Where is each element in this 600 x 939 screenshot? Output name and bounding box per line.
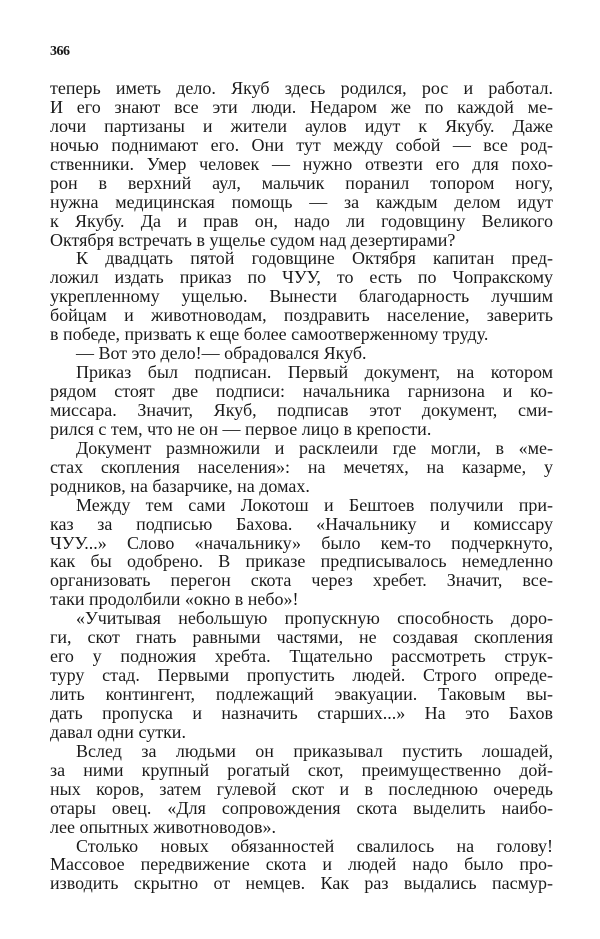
text-line: ЧУУ...» Слово «начальнику» было кем-то подчеркнуто, (50, 532, 553, 553)
text-line: его у подножия хребта. Тщательно рассмотреть струк- (50, 646, 553, 667)
text-line: ных коров, затем гулевой скот и в последнюю очередь (50, 778, 553, 799)
text-line: теперь иметь дело. Якуб здесь родился, рос и работал. (50, 78, 553, 98)
text-line: Октября встречать в ущелье судом над дезертирами? (50, 229, 456, 250)
text-line: — Вот это дело!— обрадовался Якуб. (76, 343, 367, 364)
text-line: К двадцать пятой годовщине Октября капитан пред- (76, 248, 553, 269)
text-line: рон в верхний аул, мальчик поранил топором ногу, (50, 172, 553, 193)
text-line: Столько новых обязанностей свалилось на голову! (76, 835, 553, 856)
text-line: в победе, призвать к еще более самоотверженному труду. (50, 324, 489, 345)
text-line: ги, скот гнать равными частями, не создавая скопления (50, 627, 553, 648)
text-line: Массовое передвижение скота и людей надо было про- (50, 854, 553, 875)
text-line: к Якубу. Да и прав он, надо ли годовщину Великого (50, 210, 553, 231)
text-line: Документ размножили и расклеили где могли, в «ме- (76, 437, 553, 458)
text-line: дать пропуска и назначить старших...» На это Бахов (50, 702, 553, 723)
text-line: нужна медицинская помощь — за каждым делом идут (50, 191, 553, 212)
body-text (50, 79, 553, 893)
text-line: лочи партизаны и жители аулов идут к Якубу. Даже (50, 115, 553, 136)
text-line: рился с тем, что не он — первое лицо в крепости. (50, 418, 432, 439)
text-line: рядом стоят две подписи: начальника гарнизона и ко- (50, 381, 553, 401)
page-number: 366 (50, 44, 70, 59)
text-line: миссара. Значит, Якуб, подписав этот документ, сми- (50, 399, 553, 420)
text-line: лить контингент, подлежащий эвакуации. Таковым вы- (50, 684, 553, 704)
text-line: каз за подписью Бахова. «Начальнику и комиссару (50, 513, 553, 534)
text-line: родников, на базарчике, на домах. (50, 475, 310, 496)
text-line: изводить скрытно от немцев. Как раз выдались пасмур- (50, 873, 553, 894)
text-line: бойцам и животноводам, поздравить население, заверить (50, 305, 553, 326)
text-line: ложил издать приказ по ЧУУ, то есть по Чопракскому (50, 267, 553, 288)
text-line: как бы одобрено. В приказе предписывалось немедленно (50, 551, 553, 572)
text-line: «Учитывая небольшую пропускную способность доро- (76, 608, 553, 629)
text-line: давал одни сутки. (50, 721, 186, 742)
text-line: за ними крупный рогатый скот, преимущественно дой- (50, 759, 553, 780)
text-line: таки продолбили «окно в небо»! (50, 589, 299, 610)
text-line: организовать перегон скота через хребет. Значит, все- (50, 570, 553, 591)
text-line: ночью поднимают его. Они тут между собой — все род- (50, 134, 553, 155)
text-line: укрепленному ущелью. Вынести благодарность лучшим (50, 286, 553, 307)
text-line: ственники. Умер человек — нужно отвезти его для похо- (50, 153, 553, 174)
text-line: Вслед за людьми он приказывал пустить лошадей, (76, 740, 553, 761)
text-line: И его знают все эти люди. Недаром же по каждой ме- (50, 96, 553, 117)
text-line: Между тем сами Локотош и Бештоев получили при- (76, 494, 553, 515)
text-line: стах скопления населения»: на мечетях, на казарме, у (50, 456, 553, 477)
text-line: отары овец. «Для сопровождения скота выделить наибо- (50, 797, 553, 818)
text-line: лее опытных животноводов». (50, 816, 277, 837)
text-line: Приказ был подписан. Первый документ, на котором (76, 362, 553, 383)
text-line: туру стад. Первыми пропустить людей. Строго опреде- (50, 665, 553, 686)
